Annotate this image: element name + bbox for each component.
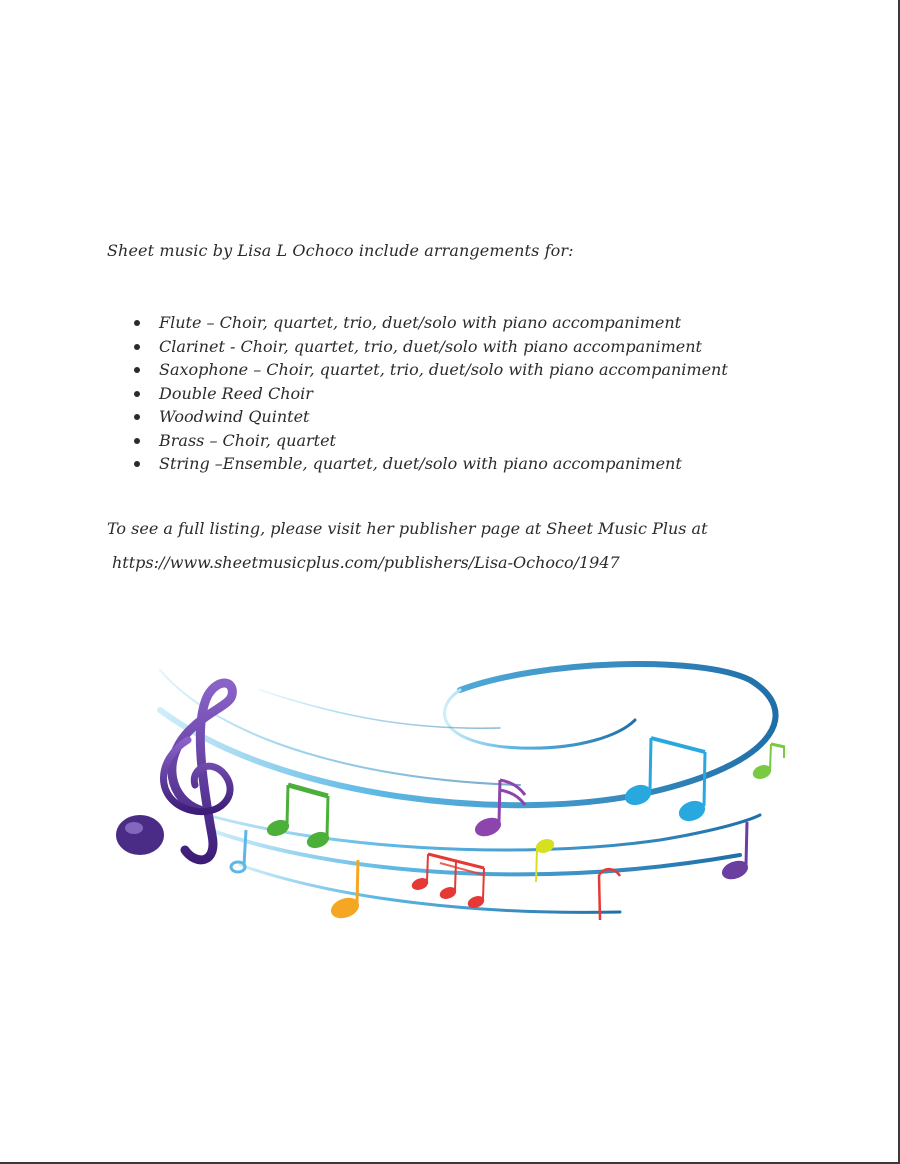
bullet-icon	[134, 414, 140, 420]
bullet-icon	[134, 320, 140, 326]
list-item: Woodwind Quintet	[130, 405, 728, 429]
arrangements-list	[130, 311, 728, 476]
list-item: Brass – Choir, quartet	[130, 429, 728, 453]
list-item: Flute – Choir, quartet, trio, duet/solo with piano accompaniment	[130, 311, 728, 335]
bullet-icon	[134, 461, 140, 467]
swirl-lines	[160, 664, 776, 912]
bullet-icon	[134, 367, 140, 373]
bullet-icon	[134, 344, 140, 350]
list-item: String –Ensemble, quartet, duet/solo with piano accompaniment	[130, 452, 728, 476]
listing-text: To see a full listing, please visit her publisher page at Sheet Music Plus at	[107, 519, 708, 538]
publisher-link[interactable]: https://www.sheetmusicplus.com/publishers/Lisa-Ochoco/1947	[112, 553, 620, 572]
list-item: Double Reed Choir	[130, 382, 728, 406]
clef-ball	[116, 815, 164, 855]
list-item: Clarinet - Choir, quartet, trio, duet/solo with piano accompaniment	[130, 335, 728, 359]
violet-note-icon	[720, 822, 750, 882]
green-notes-icon	[265, 785, 330, 850]
purple-note-icon	[473, 780, 525, 839]
red-notes-icon	[411, 854, 485, 909]
intro-text: Sheet music by Lisa L Ochoco include arrangements for:	[107, 241, 574, 260]
list-item: Saxophone – Choir, quartet, trio, duet/solo with piano accompaniment	[130, 358, 728, 382]
bullet-icon	[134, 438, 140, 444]
music-notes-swirl-icon	[100, 650, 800, 940]
bullet-icon	[134, 391, 140, 397]
